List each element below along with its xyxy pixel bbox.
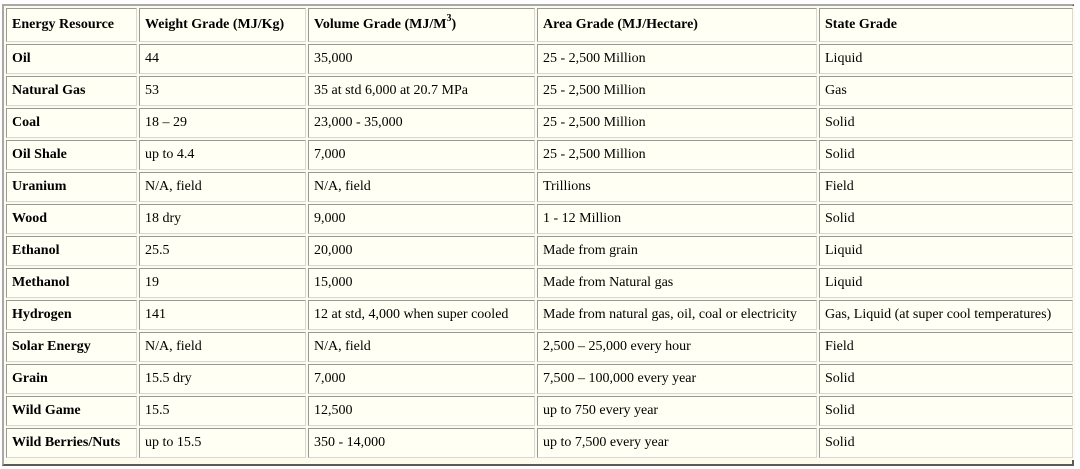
cell-area-grade: 25 - 2,500 Million bbox=[537, 108, 817, 138]
header-area-grade: Area Grade (MJ/Hectare) bbox=[537, 8, 817, 42]
cell-volume-grade: N/A, field bbox=[308, 172, 535, 202]
cell-state-grade: Solid bbox=[819, 428, 1073, 458]
header-weight-grade: Weight Grade (MJ/Kg) bbox=[139, 8, 306, 42]
cell-state-grade: Solid bbox=[819, 204, 1073, 234]
cell-state-grade: Field bbox=[819, 172, 1073, 202]
table-row bbox=[6, 76, 1073, 106]
cell-weight-grade: 18 dry bbox=[139, 204, 306, 234]
table-row bbox=[6, 204, 1073, 234]
cell-energy-resource: Hydrogen bbox=[6, 300, 137, 330]
table-body bbox=[6, 44, 1073, 458]
header-state-grade: State Grade bbox=[819, 8, 1073, 42]
cell-energy-resource: Uranium bbox=[6, 172, 137, 202]
cell-area-grade: 25 - 2,500 Million bbox=[537, 44, 817, 74]
cell-area-grade: 25 - 2,500 Million bbox=[537, 76, 817, 106]
cell-energy-resource: Oil Shale bbox=[6, 140, 137, 170]
table-row bbox=[6, 236, 1073, 266]
table-row bbox=[6, 300, 1073, 330]
table-row bbox=[6, 364, 1073, 394]
energy-grade-table bbox=[4, 6, 1075, 460]
cell-energy-resource: Grain bbox=[6, 364, 137, 394]
cell-energy-resource: Wild Berries/Nuts bbox=[6, 428, 137, 458]
cell-weight-grade: 19 bbox=[139, 268, 306, 298]
header-energy-resource: Energy Resource bbox=[6, 8, 137, 42]
table-row bbox=[6, 396, 1073, 426]
cell-weight-grade: 18 – 29 bbox=[139, 108, 306, 138]
header-volume-exponent: 3 bbox=[446, 13, 452, 25]
cell-weight-grade: 15.5 dry bbox=[139, 364, 306, 394]
cell-state-grade: Solid bbox=[819, 396, 1073, 426]
table-row bbox=[6, 428, 1073, 458]
cell-energy-resource: Oil bbox=[6, 44, 137, 74]
cell-weight-grade: 15.5 bbox=[139, 396, 306, 426]
header-row bbox=[6, 8, 1073, 42]
cell-area-grade: 2,500 – 25,000 every hour bbox=[537, 332, 817, 362]
cell-volume-grade: 7,000 bbox=[308, 364, 535, 394]
cell-area-grade: 1 - 12 Million bbox=[537, 204, 817, 234]
cell-volume-grade: 9,000 bbox=[308, 204, 535, 234]
cell-area-grade: Made from Natural gas bbox=[537, 268, 817, 298]
table-row bbox=[6, 268, 1073, 298]
cell-state-grade: Solid bbox=[819, 108, 1073, 138]
table-row bbox=[6, 108, 1073, 138]
cell-state-grade: Liquid bbox=[819, 268, 1073, 298]
cell-weight-grade: N/A, field bbox=[139, 172, 306, 202]
cell-state-grade: Field bbox=[819, 332, 1073, 362]
table-row bbox=[6, 44, 1073, 74]
cell-energy-resource: Methanol bbox=[6, 268, 137, 298]
cell-volume-grade: 350 - 14,000 bbox=[308, 428, 535, 458]
cell-energy-resource: Natural Gas bbox=[6, 76, 137, 106]
header-volume-text: Volume Grade (MJ/M bbox=[314, 17, 447, 32]
cell-area-grade: Made from natural gas, oil, coal or electricity bbox=[537, 300, 817, 330]
cell-state-grade: Solid bbox=[819, 140, 1073, 170]
cell-state-grade: Liquid bbox=[819, 236, 1073, 266]
cell-energy-resource: Wild Game bbox=[6, 396, 137, 426]
cell-weight-grade: 141 bbox=[139, 300, 306, 330]
cell-energy-resource: Coal bbox=[6, 108, 137, 138]
cell-state-grade: Gas bbox=[819, 76, 1073, 106]
cell-area-grade: Trillions bbox=[537, 172, 817, 202]
cell-weight-grade: N/A, field bbox=[139, 332, 306, 362]
cell-area-grade: Made from grain bbox=[537, 236, 817, 266]
cell-weight-grade: 44 bbox=[139, 44, 306, 74]
table-row bbox=[6, 172, 1073, 202]
cell-area-grade: 25 - 2,500 Million bbox=[537, 140, 817, 170]
cell-volume-grade: 23,000 - 35,000 bbox=[308, 108, 535, 138]
cell-weight-grade: 25.5 bbox=[139, 236, 306, 266]
cell-volume-grade: 12 at std, 4,000 when super cooled bbox=[308, 300, 535, 330]
cell-weight-grade: 53 bbox=[139, 76, 306, 106]
cell-volume-grade: 7,000 bbox=[308, 140, 535, 170]
cell-volume-grade: 15,000 bbox=[308, 268, 535, 298]
cell-volume-grade: 35,000 bbox=[308, 44, 535, 74]
cell-volume-grade: N/A, field bbox=[308, 332, 535, 362]
cell-state-grade: Gas, Liquid (at super cool temperatures) bbox=[819, 300, 1073, 330]
table-row bbox=[6, 332, 1073, 362]
cell-area-grade: up to 750 every year bbox=[537, 396, 817, 426]
cell-state-grade: Liquid bbox=[819, 44, 1073, 74]
cell-energy-resource: Wood bbox=[6, 204, 137, 234]
cell-energy-resource: Solar Energy bbox=[6, 332, 137, 362]
cell-weight-grade: up to 15.5 bbox=[139, 428, 306, 458]
cell-area-grade: up to 7,500 every year bbox=[537, 428, 817, 458]
cell-state-grade: Solid bbox=[819, 364, 1073, 394]
table-header bbox=[6, 8, 1073, 42]
cell-volume-grade: 12,500 bbox=[308, 396, 535, 426]
header-volume-close: ) bbox=[451, 17, 457, 32]
cell-weight-grade: up to 4.4 bbox=[139, 140, 306, 170]
cell-area-grade: 7,500 – 100,000 every year bbox=[537, 364, 817, 394]
cell-volume-grade: 35 at std 6,000 at 20.7 MPa bbox=[308, 76, 535, 106]
cell-volume-grade: 20,000 bbox=[308, 236, 535, 266]
cell-energy-resource: Ethanol bbox=[6, 236, 137, 266]
table-row bbox=[6, 140, 1073, 170]
header-volume-grade bbox=[308, 8, 535, 42]
